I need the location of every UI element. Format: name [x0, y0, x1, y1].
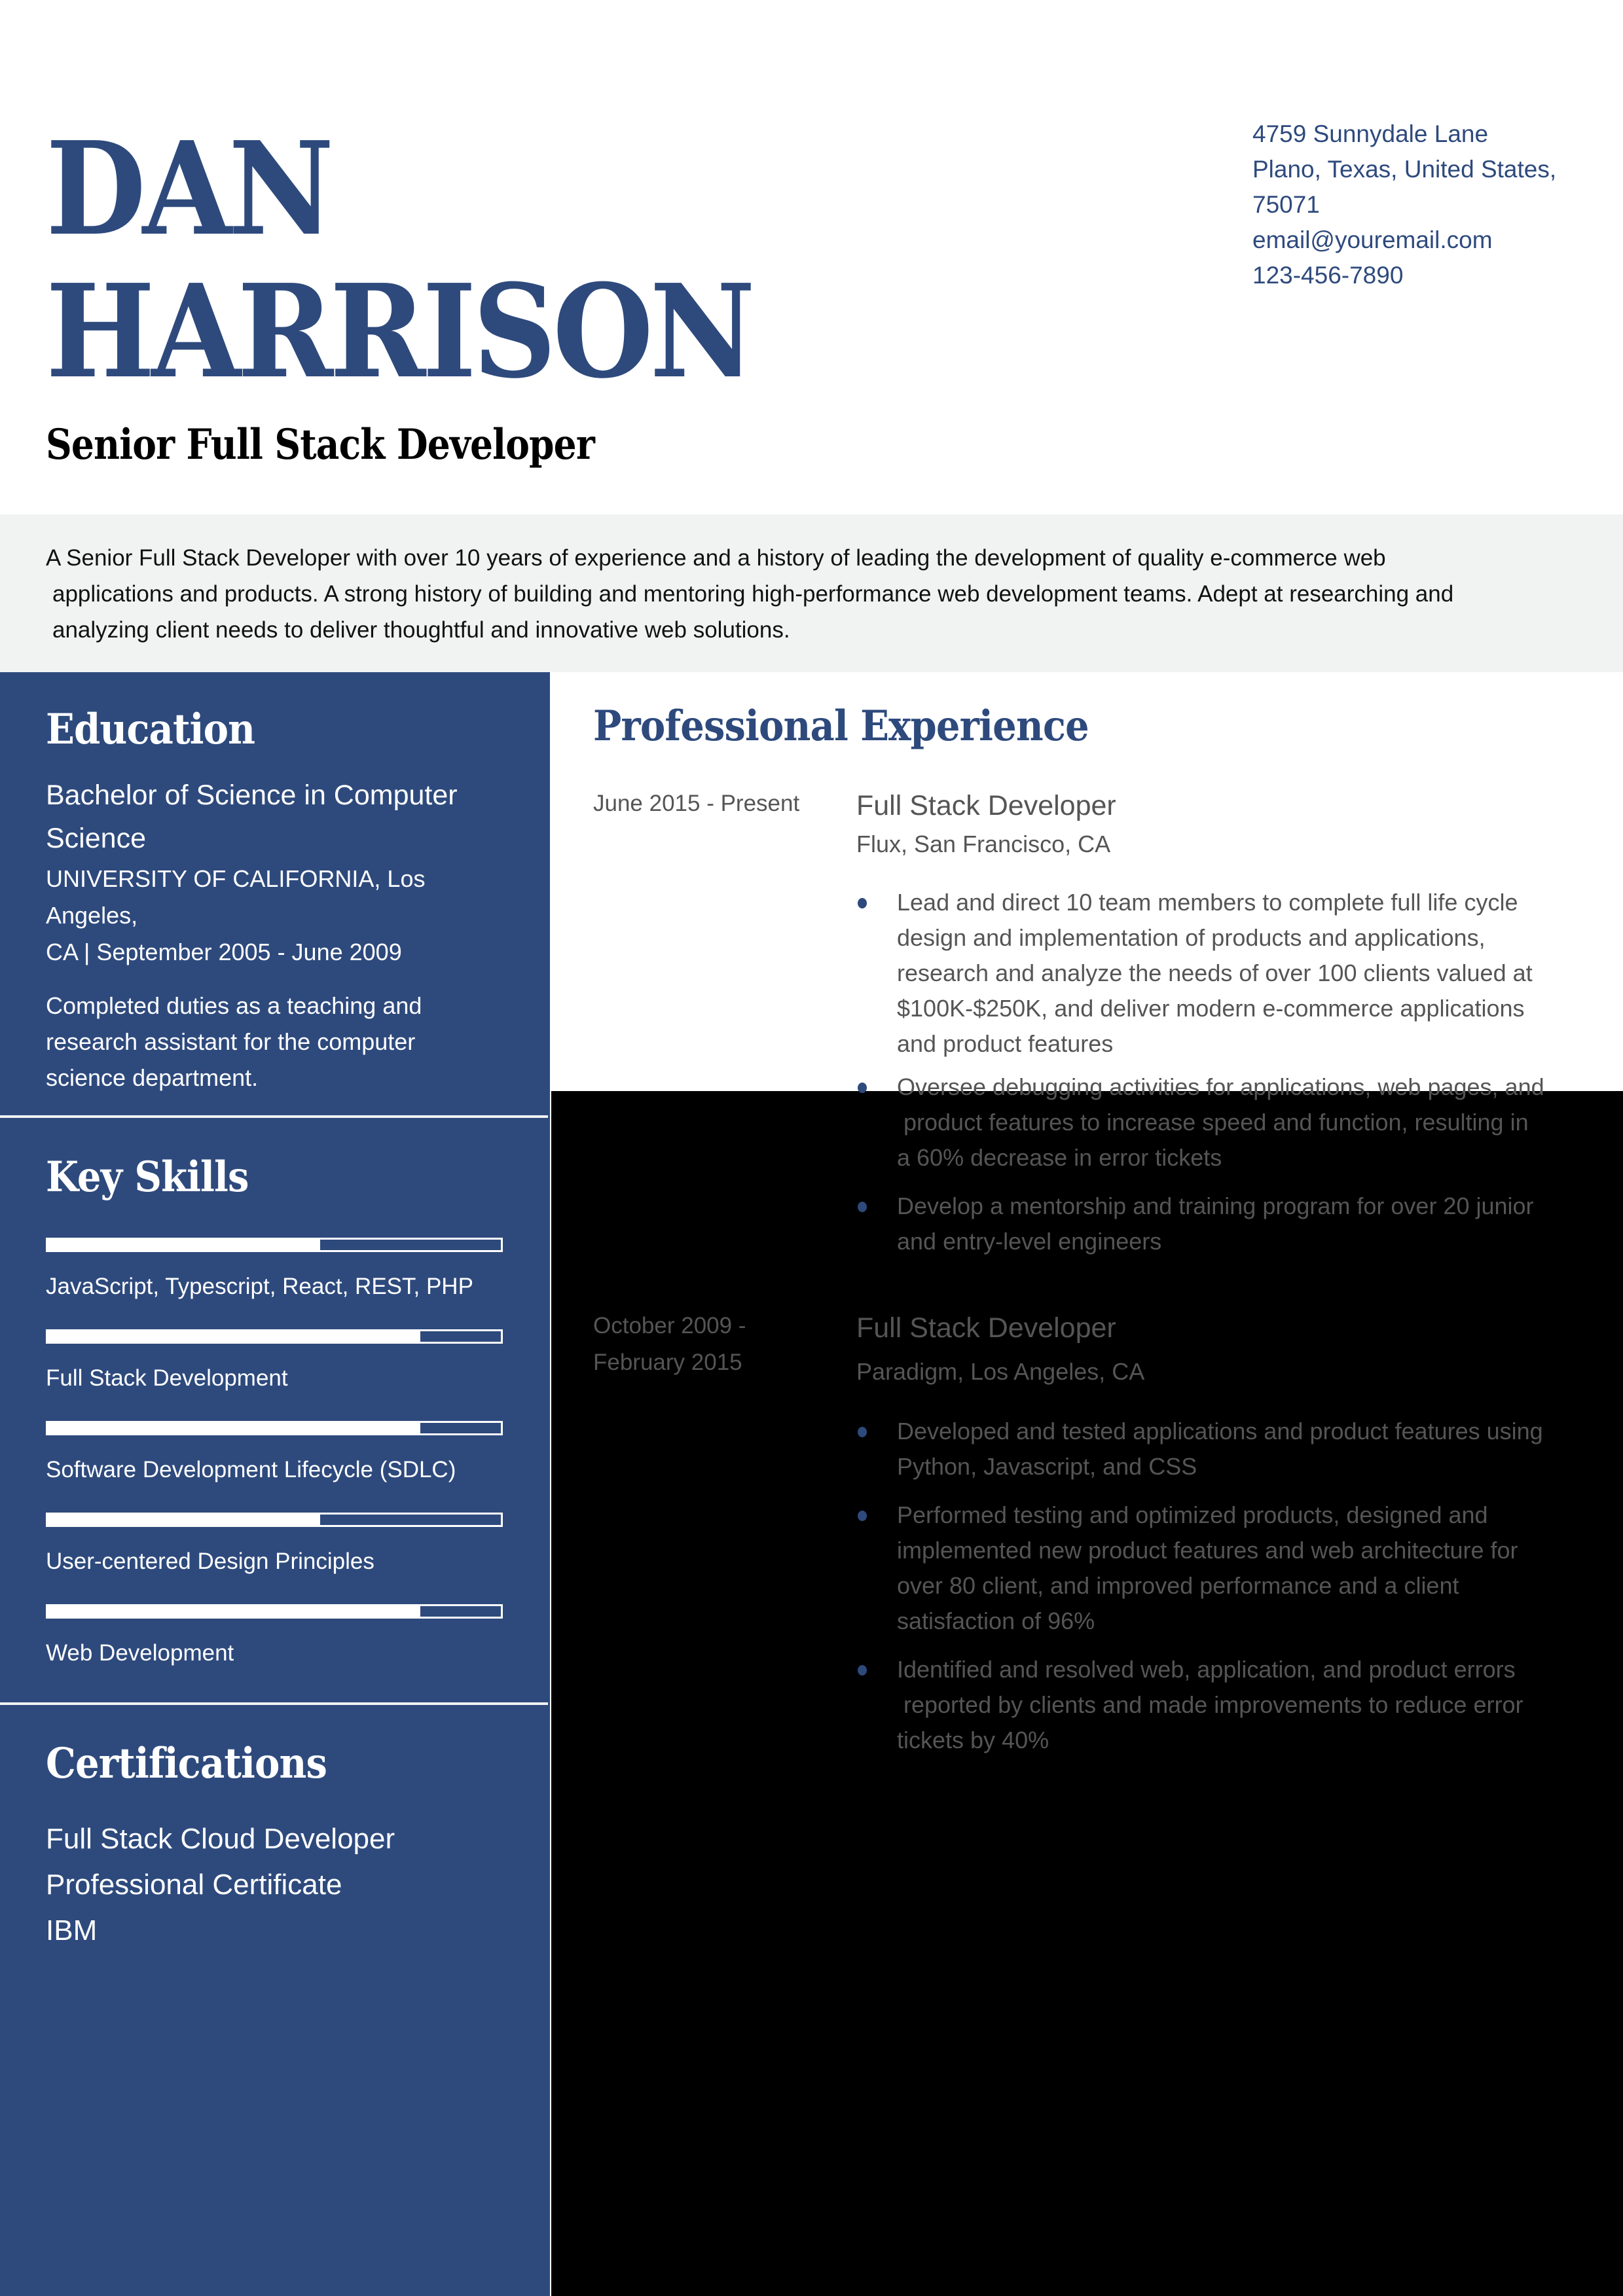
bullet-dot-icon: [858, 1665, 867, 1676]
bullet-dot-icon: [858, 1083, 867, 1093]
skill-level-bar: [46, 1604, 503, 1619]
dates-line: June 2015 - Present: [593, 791, 800, 816]
job-company: Paradigm, Los Angeles, CA: [856, 1358, 1145, 1385]
job-body: [856, 1308, 1596, 1771]
certification-item: [46, 1816, 504, 1954]
bullet-item: [856, 1189, 1596, 1259]
bullet-line: a 60% decrease in error tickets: [897, 1144, 1222, 1171]
school-line: UNIVERSITY OF CALIFORNIA, Los Angeles,: [46, 865, 426, 929]
job-role: Full Stack Developer: [856, 1312, 1116, 1344]
school: [46, 861, 504, 971]
skill-label: Web Development: [46, 1640, 234, 1666]
job-dates: [593, 785, 829, 822]
education-description: [46, 988, 504, 1096]
bullet-line: $100K-$250K, and deliver modern e-commerce applications: [897, 995, 1525, 1022]
bullet-line: Developed and tested applications and product features using: [897, 1418, 1543, 1444]
phone: 123-456-7890: [1252, 262, 1404, 289]
bullet-item: [856, 1414, 1596, 1484]
bullet-line: Oversee debugging activities for applications, web pages, and: [897, 1073, 1544, 1100]
bullet-line: Identified and resolved web, application, and product errors: [897, 1656, 1516, 1683]
bullet-line: design and implementation of products and applications,: [897, 924, 1486, 951]
bullet-dot-icon: [858, 1427, 867, 1437]
bullet-line: product features to increase speed and function, resulting in: [897, 1109, 1529, 1136]
skill-label: User-centered Design Principles: [46, 1549, 374, 1574]
email: email@youremail.com: [1252, 226, 1493, 253]
job-bullets: [856, 885, 1596, 1259]
skill-label: Full Stack Development: [46, 1365, 288, 1391]
job-dates: [593, 1308, 829, 1381]
section-divider: [0, 1702, 548, 1705]
certifications-section: [46, 1738, 504, 1954]
bullet-line: and entry-level engineers: [897, 1228, 1162, 1255]
job-company: Flux, San Francisco, CA: [856, 831, 1111, 857]
description-line: science department.: [46, 1064, 259, 1091]
job-role: Full Stack Developer: [856, 790, 1116, 821]
skill-label: JavaScript, Typescript, React, REST, PHP: [46, 1274, 473, 1299]
job-title: Senior Full Stack Developer: [46, 420, 594, 469]
school-line: CA | September 2005 - June 2009: [46, 939, 402, 965]
certification-issuer: IBM: [46, 1914, 98, 1946]
bullet-line: tickets by 40%: [897, 1727, 1049, 1753]
address-line-3: 75071: [1252, 191, 1320, 218]
bullet-line: and product features: [897, 1030, 1114, 1057]
skill-item: [46, 1421, 504, 1486]
bullet-line: Lead and direct 10 team members to complete full life cycle: [897, 889, 1518, 916]
skill-level-bar: [46, 1238, 503, 1252]
skill-item: [46, 1513, 504, 1578]
description-line: research assistant for the computer: [46, 1028, 416, 1055]
candidate-name: [46, 114, 752, 407]
dates-line: October 2009 -: [593, 1313, 746, 1338]
certification-line: Full Stack Cloud Developer: [46, 1823, 395, 1855]
skills-section: [46, 1151, 504, 1670]
description-line: Completed duties as a teaching and: [46, 992, 422, 1019]
bullet-item: [856, 885, 1596, 1062]
section-divider: [0, 1115, 548, 1118]
experience-heading: Professional Experience: [593, 702, 1089, 751]
bullet-line: implemented new product features and web architecture for: [897, 1537, 1518, 1564]
bullet-item: [856, 1069, 1596, 1175]
bullet-dot-icon: [858, 898, 867, 908]
bullet-dot-icon: [858, 1202, 867, 1212]
bullet-line: over 80 client, and improved performance and a client: [897, 1572, 1459, 1599]
skill-item: [46, 1238, 504, 1303]
skill-level-bar: [46, 1421, 503, 1435]
dates-line: February 2015: [593, 1350, 742, 1375]
bullet-item: [856, 1652, 1596, 1758]
bullet-line: reported by clients and made improvements to reduce error: [897, 1691, 1523, 1718]
certifications-heading: Certifications: [46, 1739, 327, 1788]
skills-list: [46, 1238, 504, 1670]
skill-item: [46, 1604, 504, 1670]
address-line-2: Plano, Texas, United States,: [1252, 156, 1557, 183]
contact-info: [1252, 117, 1593, 293]
skill-level-bar: [46, 1513, 503, 1527]
degree-line: Bachelor of Science in Computer: [46, 780, 458, 811]
bullet-line: Performed testing and optimized products, designed and: [897, 1501, 1488, 1528]
bullet-item: [856, 1498, 1596, 1639]
skill-level-bar: [46, 1329, 503, 1344]
skill-label: Software Development Lifecycle (SDLC): [46, 1457, 456, 1482]
sidebar: [0, 672, 550, 2296]
first-name: DAN: [46, 114, 331, 264]
certification-line: Professional Certificate: [46, 1869, 342, 1901]
bullet-line: research and analyze the needs of over 100 clients valued at: [897, 960, 1533, 986]
last-name: HARRISON: [46, 257, 752, 407]
summary-line: applications and products. A strong history of building and mentoring high-performance web development teams. Adept at researching and: [52, 581, 1454, 607]
degree: [46, 773, 504, 861]
bullet-dot-icon: [858, 1511, 867, 1521]
degree-line: Science: [46, 823, 146, 854]
summary-line: A Senior Full Stack Developer with over 10 years of experience and a history of leading the development of quality e-commerce web: [46, 545, 1386, 571]
education-heading: Education: [46, 705, 255, 754]
job-body: [856, 785, 1596, 1272]
job-bullets: [856, 1414, 1596, 1758]
skills-heading: Key Skills: [46, 1153, 249, 1202]
address-line-1: 4759 Sunnydale Lane: [1252, 120, 1489, 147]
bullet-line: Develop a mentorship and training program for over 20 junior: [897, 1193, 1534, 1219]
summary-line: analyzing client needs to deliver thoughtful and innovative web solutions.: [52, 617, 790, 643]
bullet-line: satisfaction of 96%: [897, 1607, 1095, 1634]
summary: [46, 540, 1578, 648]
bullet-line: Python, Javascript, and CSS: [897, 1453, 1197, 1480]
education-section: [46, 704, 504, 1096]
skill-item: [46, 1329, 504, 1395]
